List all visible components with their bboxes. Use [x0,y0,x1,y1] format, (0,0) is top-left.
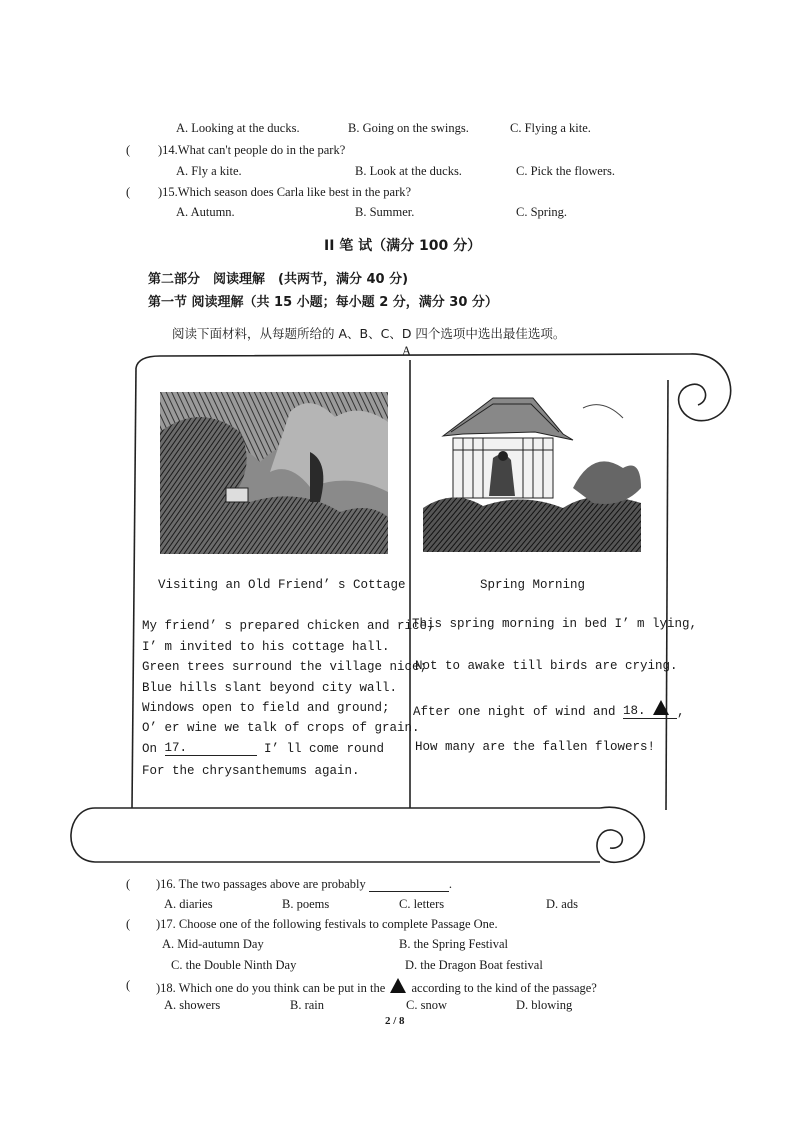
q16-option-d: D. ads [546,897,578,911]
line-suffix: , [677,705,685,719]
poem-left-line: Blue hills slant beyond city wall. [142,681,398,695]
poem-left-title: Visiting an Old Friend’ s Cottage [158,578,406,592]
q15-option-b: B. Summer. [355,205,415,219]
poem-right-line: How many are the fallen flowers! [415,740,656,754]
instruction-text: 阅读下面材料，从每题所给的 A、B、C、D 四个选项中选出最佳选项。 [172,326,566,341]
section-title: II 笔 试（满分 100 分） [324,238,482,254]
q17-option-d: D. the Dragon Boat festival [405,958,543,972]
q18-stem-prefix: )18. Which one do you think can be put in the [156,981,389,995]
blank-18[interactable] [623,700,677,719]
q15-stem: )15.Which season does Carla like best in the park? [158,185,412,199]
q18-stem-suffix: according to the kind of the passage? [408,981,597,995]
q17-option-a: A. Mid-autumn Day [162,937,264,951]
poem-left-line: Green trees surround the village nice; [142,660,428,674]
blank-18-number: 18. [623,704,646,718]
q15-answer-paren[interactable]: ( [126,185,131,199]
q17-stem: )17. Choose one of the following festivals to complete Passage One. [156,917,498,931]
q14-option-b: B. Look at the ducks. [355,164,462,178]
passage-letter: A [402,344,412,358]
poem-right-line: Not to awake till birds are crying. [415,659,678,673]
subsection-heading: 第一节 阅读理解（共 15 小题；每小题 2 分，满分 30 分） [148,295,498,310]
q13-option-a: A. Looking at the ducks. [176,121,300,135]
q16-option-c: C. letters [399,897,445,911]
line-prefix: After one night of wind and [413,705,624,719]
line-prefix: On [142,742,165,756]
poem-right-line: This spring morning in bed I’ m lying, [412,617,698,631]
blank-17[interactable] [165,741,257,756]
q17-answer-paren[interactable]: ( [126,917,131,931]
q16-stem-text: )16. The two passages above are probably [156,877,369,891]
q13-option-c: C. Flying a kite. [510,121,591,135]
page-number: 2 / 8 [385,1015,405,1027]
pavilion-illustration [423,388,641,552]
q14-option-a: A. Fly a kite. [176,164,242,178]
q18-option-b: B. rain [290,998,325,1012]
q18-answer-paren[interactable]: ( [126,978,131,992]
q17-option-c: C. the Double Ninth Day [171,958,297,972]
q18-option-d: D. blowing [516,998,573,1012]
poem-left-line: My friend’ s prepared chicken and rice; [142,619,435,633]
poem-right-title: Spring Morning [480,578,586,592]
q15-option-a: A. Autumn. [176,205,235,219]
q17-option-b: B. the Spring Festival [399,937,509,951]
poem-left-line: I’ m invited to his cottage hall. [142,640,390,654]
poem-left-line: O’ er wine we talk of crops of grain. [142,721,420,735]
triangle-marker-icon [653,700,669,715]
triangle-marker-icon [390,978,406,993]
poem-left-line: Windows open to field and ground; [142,701,390,715]
q15-option-c: C. Spring. [516,205,568,219]
q18-option-a: A. showers [164,998,221,1012]
q16-stem [156,877,452,892]
q16-stem-end: . [448,877,453,891]
q16-blank [369,891,449,892]
poem-left-line: For the chrysanthemums again. [142,764,360,778]
part-two-heading: 第二部分 阅读理解 (共两节，满分 40 分) [148,272,409,287]
q16-option-a: A. diaries [164,897,213,911]
landscape-illustration [160,392,388,554]
q14-answer-paren[interactable]: ( [126,143,131,157]
q14-option-c: C. Pick the flowers. [516,164,615,178]
poem-right-line-blank [413,700,685,719]
poem-left-line-blank [142,741,384,756]
q13-option-b: B. Going on the swings. [348,121,469,135]
q18-option-c: C. snow [406,998,447,1012]
line-suffix: I’ ll come round [256,742,385,756]
q18-stem [156,978,597,996]
q16-option-b: B. poems [282,897,330,911]
q14-stem: )14.What can't people do in the park? [158,143,346,157]
q16-answer-paren[interactable]: ( [126,877,131,891]
blank-17-number: 17. [164,741,188,755]
